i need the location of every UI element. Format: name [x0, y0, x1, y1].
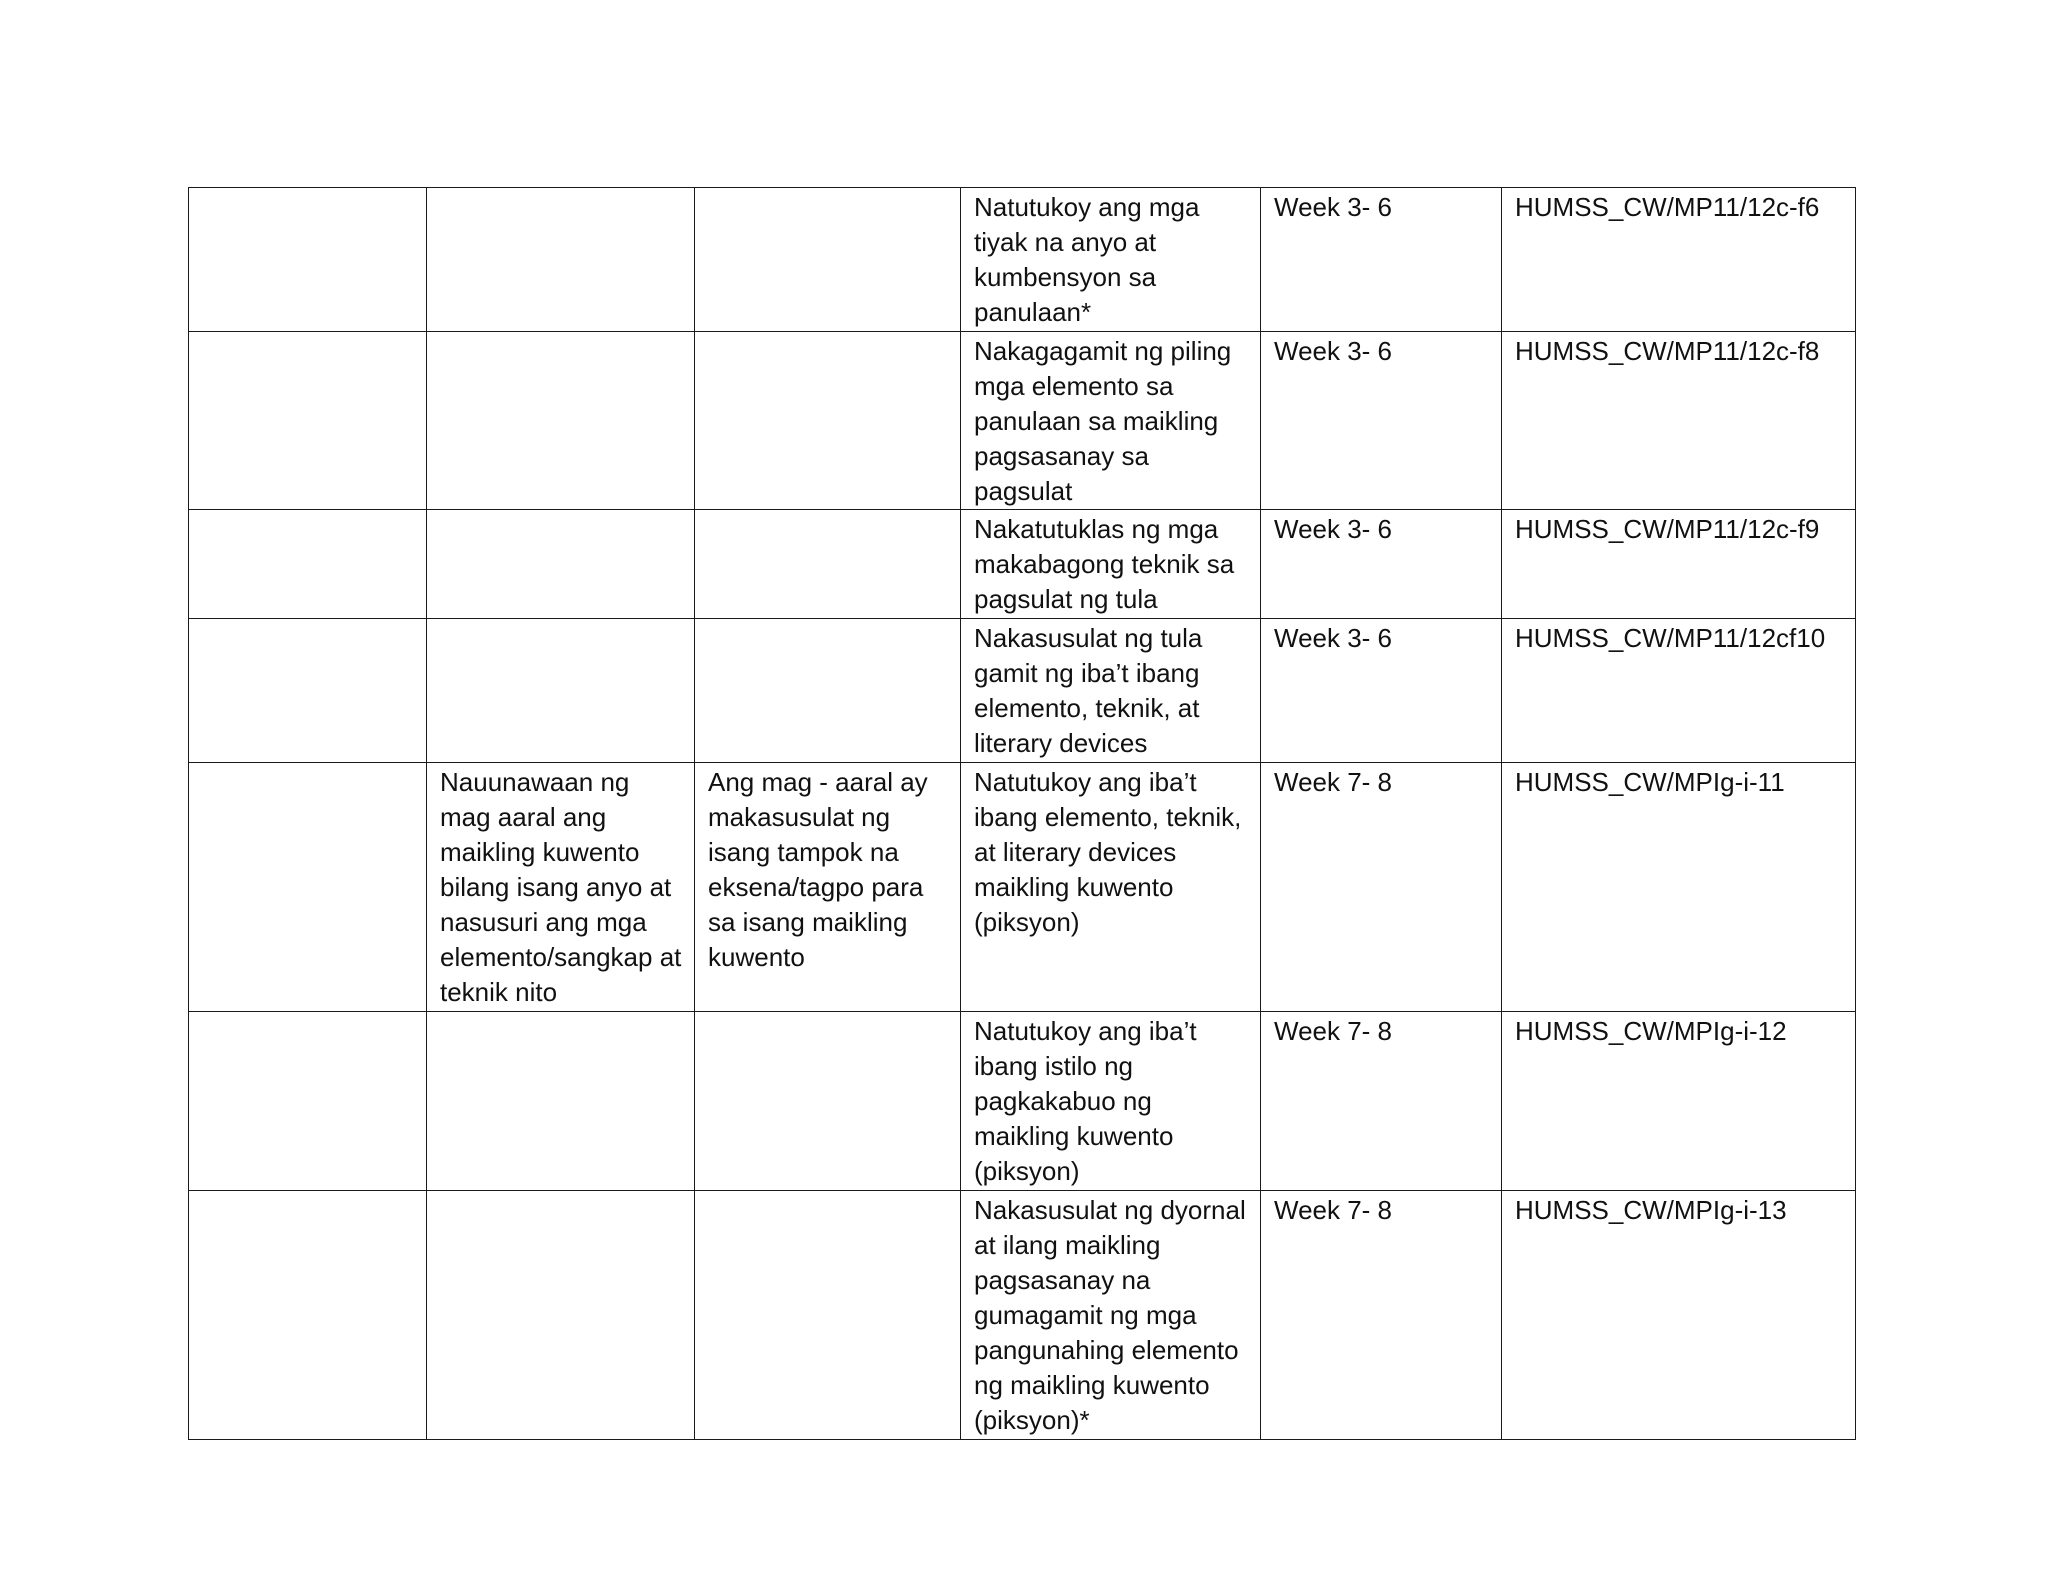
week-cell: Week 7- 8	[1261, 1191, 1502, 1440]
performance-standard-cell	[427, 1191, 695, 1440]
competency-cell: Nakasusulat ng dyornal at ilang maikling pagsasanay na gumagamit ng mga pangunahing elemento ng maikling kuwento (piksyon)*	[961, 1191, 1261, 1440]
performance-standard-cell	[427, 619, 695, 763]
code-cell: HUMSS_CW/MP11/12cf10	[1502, 619, 1856, 763]
week-cell: Week 3- 6	[1261, 510, 1502, 619]
code-cell: HUMSS_CW/MPIg-i-11	[1502, 763, 1856, 1012]
code-cell: HUMSS_CW/MP11/12c-f6	[1502, 188, 1856, 332]
content-standard-cell	[189, 1012, 427, 1191]
content-standard-cell	[189, 188, 427, 332]
table-row	[189, 510, 1856, 619]
competency-cell: Natutukoy ang iba’t ibang istilo ng pagkakabuo ng maikling kuwento (piksyon)	[961, 1012, 1261, 1191]
competency-cell: Nakasusulat ng tula gamit ng iba’t ibang elemento, teknik, at literary devices	[961, 619, 1261, 763]
week-cell: Week 3- 6	[1261, 188, 1502, 332]
content-standard-cell	[189, 332, 427, 510]
week-cell: Week 7- 8	[1261, 763, 1502, 1012]
content-standard-cell	[189, 1191, 427, 1440]
table-row	[189, 1191, 1856, 1440]
week-cell: Week 7- 8	[1261, 1012, 1502, 1191]
code-cell: HUMSS_CW/MPIg-i-12	[1502, 1012, 1856, 1191]
week-cell: Week 3- 6	[1261, 619, 1502, 763]
performance-standard-cell	[427, 510, 695, 619]
learning-competency-cell	[695, 1191, 961, 1440]
table-row	[189, 1012, 1856, 1191]
learning-competency-cell	[695, 510, 961, 619]
performance-standard-cell	[427, 188, 695, 332]
performance-standard-cell: Nauunawaan ng mag aaral ang maikling kuwento bilang isang anyo at nasusuri ang mga elemento/sangkap at teknik nito	[427, 763, 695, 1012]
learning-competency-cell	[695, 1012, 961, 1191]
table-row	[189, 188, 1856, 332]
learning-competency-cell	[695, 188, 961, 332]
content-standard-cell	[189, 619, 427, 763]
learning-competency-cell	[695, 619, 961, 763]
table-row	[189, 763, 1856, 1012]
competency-cell: Natutukoy ang mga tiyak na anyo at kumbensyon sa panulaan*	[961, 188, 1261, 332]
table-row	[189, 332, 1856, 510]
code-cell: HUMSS_CW/MP11/12c-f8	[1502, 332, 1856, 510]
learning-competency-cell: Ang mag - aaral ay makasusulat ng isang tampok na eksena/tagpo para sa isang maikling kuwento	[695, 763, 961, 1012]
content-standard-cell	[189, 510, 427, 619]
week-cell: Week 3- 6	[1261, 332, 1502, 510]
performance-standard-cell	[427, 332, 695, 510]
competency-cell: Natutukoy ang iba’t ibang elemento, teknik, at literary devices maikling kuwento (piksyon)	[961, 763, 1261, 1012]
competency-cell: Nakagagamit ng piling mga elemento sa panulaan sa maikling pagsasanay sa pagsulat	[961, 332, 1261, 510]
code-cell: HUMSS_CW/MPIg-i-13	[1502, 1191, 1856, 1440]
content-standard-cell	[189, 763, 427, 1012]
learning-competency-cell	[695, 332, 961, 510]
code-cell: HUMSS_CW/MP11/12c-f9	[1502, 510, 1856, 619]
performance-standard-cell	[427, 1012, 695, 1191]
competency-cell: Nakatutuklas ng mga makabagong teknik sa pagsulat ng tula	[961, 510, 1261, 619]
curriculum-table	[188, 187, 1856, 1440]
table-row	[189, 619, 1856, 763]
